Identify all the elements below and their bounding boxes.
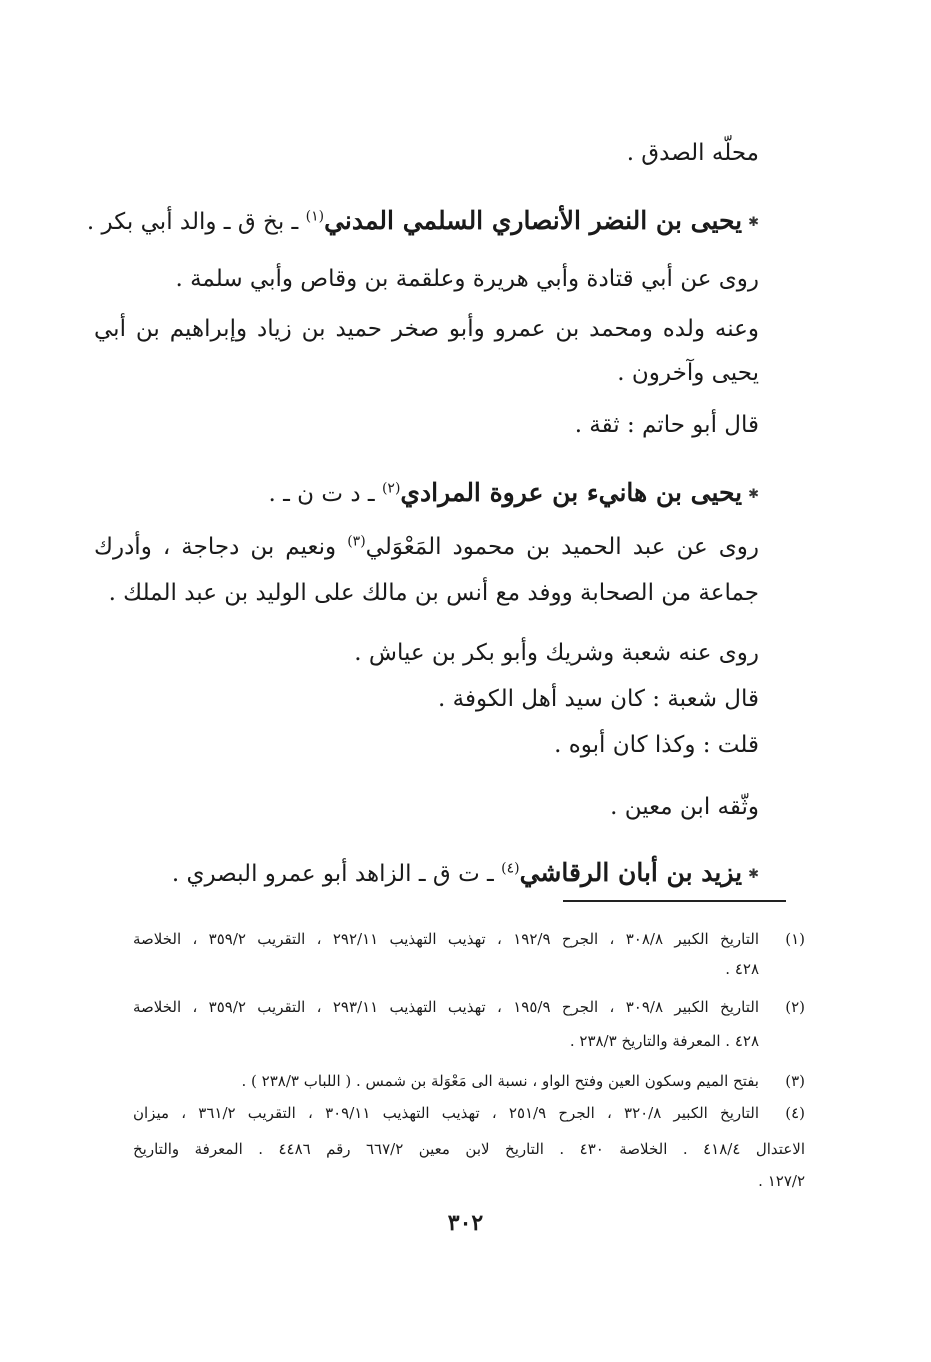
entry-heading-yahya-ibn-hani xyxy=(269,476,760,512)
entry-name: يزيد بن أبان الرقاشي xyxy=(519,858,743,887)
asterisk-icon: ✱ xyxy=(748,215,759,230)
text-line: روى عنه شعبة وشريك وأبو بكر بن عياش . xyxy=(354,640,759,666)
footnote-ref: (٤) xyxy=(501,860,520,877)
footnote-line: الاعتدال ٤١٨/٤ . الخلاصة ٤٣٠ . التاريخ لابن معين ٦٦٧/٢ رقم ٤٤٨٦ . المعرفة والتاريخ xyxy=(133,1140,805,1158)
footnote-line: ١٢٧/٢ . xyxy=(758,1172,805,1190)
text-line xyxy=(94,530,759,564)
text-line: يحيى وآخرون . xyxy=(617,360,759,386)
footnote-ref: (١) xyxy=(305,208,325,225)
text-segment: روى عن عبد الحميد بن محمود المَعْوَلي xyxy=(365,534,759,560)
footnote-line: ٤٢٨ . xyxy=(725,960,759,978)
entry-name: يحيى بن هانيء بن عروة المرادي xyxy=(400,478,743,507)
text-segment: ونعيم بن دجاجة ، وأدرك xyxy=(94,534,348,560)
footnote-separator xyxy=(563,900,786,902)
text-line: قال أبو حاتم : ثقة . xyxy=(574,412,759,438)
footnote-line: بفتح الميم وسكون العين وفتح الواو ، نسبة الى مَعْوَلة بن شمس . ( اللباب ٢٣٨/٣ ) . xyxy=(241,1072,759,1090)
footnote-ref: (٢) xyxy=(381,480,401,497)
footnote-ref: (٣) xyxy=(347,533,366,550)
entry-heading-tail: ـ ت ق ـ الزاهد أبو عمرو البصري . xyxy=(171,861,502,887)
text-line: قال شعبة : كان سيد أهل الكوفة . xyxy=(438,686,759,712)
footnote-line: التاريخ الكبير ٣٠٩/٨ ، الجرح ١٩٥/٩ ، تهذيب التهذيب ٢٩٣/١١ ، التقريب ٣٥٩/٢ ، الخلاصة xyxy=(133,998,759,1016)
footnote-line: التاريخ الكبير ٣٠٨/٨ ، الجرح ١٩٢/٩ ، تهذيب التهذيب ٢٩٢/١١ ، التقريب ٣٥٩/٢ ، الخلاصة xyxy=(133,930,759,948)
footnote-number: (١) xyxy=(785,930,805,948)
asterisk-icon: ✱ xyxy=(748,487,759,502)
entry-name: يحيى بن النضر الأنصاري السلمي المدني xyxy=(324,206,743,235)
text-line: محلّه الصدق . xyxy=(626,140,759,166)
footnote-number: (٣) xyxy=(785,1072,805,1090)
text-line: جماعة من الصحابة ووفد مع أنس بن مالك على الوليد بن عبد الملك . xyxy=(108,580,759,606)
asterisk-icon: ✱ xyxy=(748,867,759,882)
footnote-number: (٢) xyxy=(785,998,805,1016)
entry-heading-yahya-ibn-al-nadr xyxy=(87,204,759,240)
footnote-line: التاريخ الكبير ٣٢٠/٨ ، الجرح ٢٥١/٩ ، تهذيب التهذيب ٣٠٩/١١ ، التقريب ٣٦١/٢ ، ميزان xyxy=(133,1104,759,1122)
footnote-line: ٤٢٨ . المعرفة والتاريخ ٢٣٨/٣ . xyxy=(569,1032,759,1050)
entry-heading-tail: ـ د ت ن ـ . xyxy=(268,481,382,507)
footnote-number: (٤) xyxy=(785,1104,805,1122)
text-line: وثّقه ابن معين . xyxy=(610,794,759,820)
text-line: قلت : وكذا كان أبوه . xyxy=(554,732,759,758)
text-line: وعنه ولده ومحمد بن عمرو وأبو صخر حميد بن زياد وإبراهيم بن أبي xyxy=(94,316,759,342)
page-number: ٣٠٢ xyxy=(447,1210,484,1236)
entry-heading-tail: ـ بخ ق ـ والد أبي بكر . xyxy=(86,209,306,235)
text-line: روى عن أبي قتادة وأبي هريرة وعلقمة بن وقاص وأبي سلمة . xyxy=(175,266,759,292)
entry-heading-yazid-ibn-aban xyxy=(172,856,759,892)
